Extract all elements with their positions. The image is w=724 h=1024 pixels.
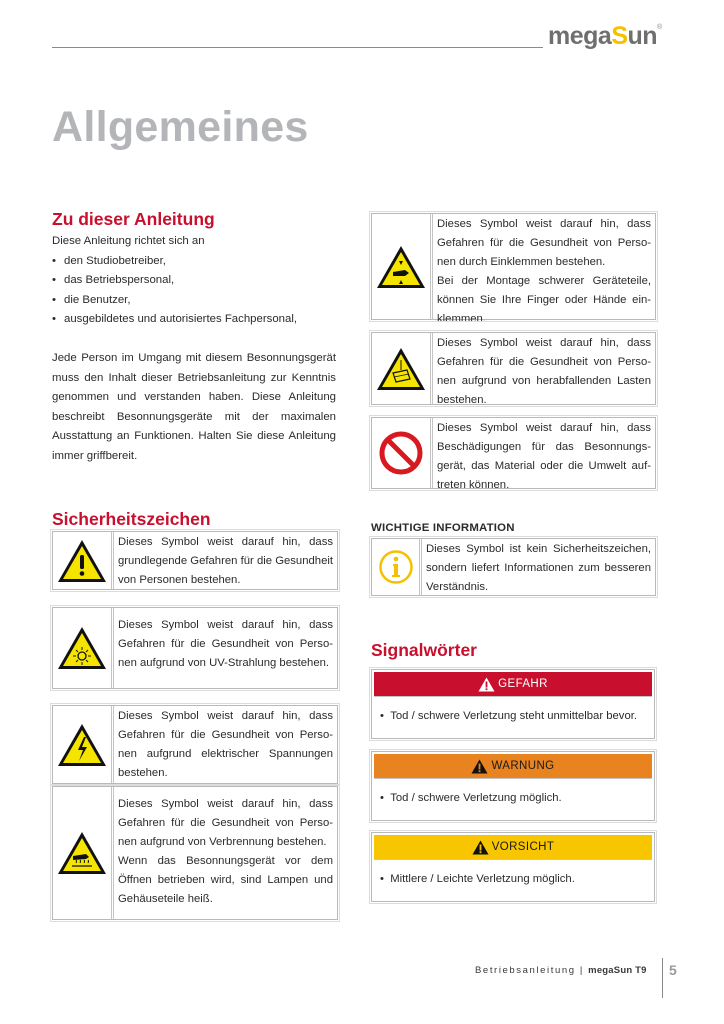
manual-paragraph: Jede Person im Umgang mit diesem Besonnungsgerät muss den Inhalt dieser Betriebsanleitung zur Kenntnis genommen und verstanden haben. Diese Anleitung beschreibt Besonnungsgeräte mit der maximalen Ausstattung an Funktionen. Halten Sie diese Anleitung immer griffbereit. bbox=[52, 352, 336, 462]
safety-sign-hot-surface: Dieses Symbol weist darauf hin, dass Gefahren für die Gesundheit von Personen aufgrund von Verbrennung bestehen. Wenn das Besonnungsgerät vor dem Öffnen betrieben wird, sind Lampen und Gehäuseteile heiß. bbox=[52, 786, 338, 920]
safety-sign-general: Dieses Symbol weist darauf hin, dass grundlegende Gefahren für die Gesundheit von Personen bestehen. bbox=[52, 531, 338, 590]
electrical-voltage-warning-icon bbox=[53, 706, 114, 783]
info-icon bbox=[372, 539, 422, 595]
intro-text: Diese Anleitung richtet sich an bbox=[52, 235, 205, 247]
important-info-box: Dieses Symbol ist kein Sicherheitszeichen, sondern liefert Informationen zum besseren Verständnis. bbox=[371, 538, 656, 596]
header-rule bbox=[52, 47, 543, 48]
prohibition-icon bbox=[372, 418, 433, 488]
signal-band-danger: GEFAHR bbox=[374, 672, 652, 696]
signal-word-danger bbox=[371, 669, 655, 739]
warning-triangle-icon bbox=[472, 840, 489, 855]
section-heading-safety-signs: Sicherheitszeichen bbox=[52, 509, 211, 529]
section-heading-signal-words: Signalwörter bbox=[371, 640, 477, 660]
manual-intro bbox=[52, 232, 338, 330]
page-title: Allgemeines bbox=[52, 103, 309, 151]
uv-radiation-warning-icon bbox=[53, 608, 114, 688]
safety-sign-falling-load: Dieses Symbol weist darauf hin, dass Gefahren für die Gesundheit von Personen aufgrund von herabfallenden Lasten bestehen. bbox=[371, 332, 656, 405]
megasun-logo: megaSun® bbox=[548, 22, 662, 50]
safety-sign-crush: Dieses Symbol weist darauf hin, dass Gefahren für die Gesundheit von Personen durch Einklemmen bestehen. Bei der Montage schwerer Geräteteile, können Sie Ihre Finger oder Hände einklemmen. bbox=[371, 213, 656, 320]
important-info-heading: WICHTIGE INFORMATION bbox=[371, 522, 515, 534]
hot-surface-warning-icon bbox=[53, 787, 114, 919]
footer-doc-title: Betriebsanleitung | megaSun T9 bbox=[475, 965, 647, 976]
crush-hazard-warning-icon bbox=[372, 214, 433, 319]
falling-load-warning-icon bbox=[372, 333, 433, 404]
signal-description: • Mittlere / Leichte Verletzung möglich. bbox=[374, 859, 652, 897]
signal-word-warning bbox=[371, 751, 655, 821]
safety-sign-electrical: Dieses Symbol weist darauf hin, dass Gefahren für die Gesundheit von Personen aufgrund elektrischer Spannungen bestehen. bbox=[52, 705, 338, 784]
list-item: • den Studiobetreiber, bbox=[52, 252, 338, 272]
warning-triangle-icon bbox=[471, 759, 488, 774]
footer-rule bbox=[662, 958, 663, 998]
safety-sign-prohibition: Dieses Symbol weist darauf hin, dass Beschädigungen für das Besonnungsgerät, das Material oder die Umwelt auftreten können. bbox=[371, 417, 656, 489]
page-number: 5 bbox=[669, 962, 677, 978]
list-item: • ausgebildetes und autorisiertes Fachpersonal, bbox=[52, 310, 338, 330]
warning-triangle-icon bbox=[478, 677, 495, 692]
signal-word-caution bbox=[371, 832, 655, 902]
list-item: • die Benutzer, bbox=[52, 291, 338, 311]
signal-description: • Tod / schwere Verletzung steht unmittelbar bevor. bbox=[374, 696, 652, 734]
general-warning-icon bbox=[53, 532, 114, 589]
audience-list bbox=[52, 252, 338, 330]
list-item: • das Betriebspersonal, bbox=[52, 271, 338, 291]
signal-band-caution: VORSICHT bbox=[374, 835, 652, 859]
signal-description: • Tod / schwere Verletzung möglich. bbox=[374, 778, 652, 816]
safety-sign-uv: Dieses Symbol weist darauf hin, dass Gefahren für die Gesundheit von Personen aufgrund von UV-Strahlung bestehen. bbox=[52, 607, 338, 689]
section-heading-manual: Zu dieser Anleitung bbox=[52, 209, 215, 229]
signal-band-warning: WARNUNG bbox=[374, 754, 652, 778]
